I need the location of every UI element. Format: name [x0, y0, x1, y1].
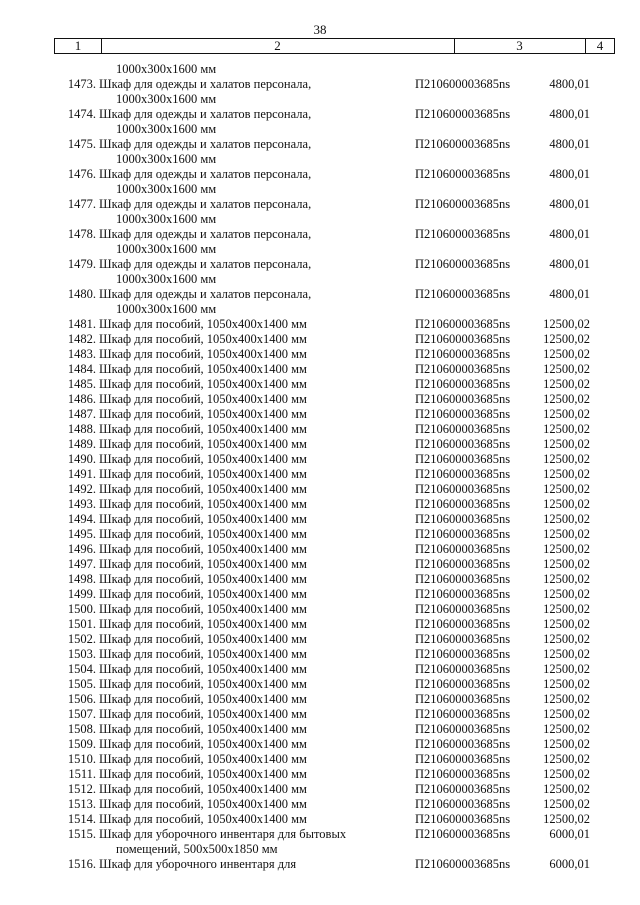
item-description: Шкаф для уборочного инвентаря для: [99, 857, 297, 871]
item-code: П210600003685ns: [415, 257, 511, 271]
item-price: 12500,02: [543, 557, 590, 571]
item-description: Шкаф для одежды и халатов персонала,: [99, 197, 312, 211]
table-row: [0, 497, 640, 512]
table-row: [0, 197, 640, 212]
table-row-continuation: [0, 302, 640, 317]
table-row: [0, 332, 640, 347]
table-row: [0, 257, 640, 272]
item-code: П210600003685ns: [415, 167, 511, 181]
item-code: П210600003685ns: [415, 377, 511, 391]
item-code: П210600003685ns: [415, 437, 511, 451]
item-code: П210600003685ns: [415, 197, 511, 211]
table-row: [0, 137, 640, 152]
item-number: 1503.: [67, 647, 96, 661]
item-price: 4800,01: [549, 107, 590, 121]
table-row: [0, 377, 640, 392]
item-description: Шкаф для пособий, 1050x400x1400 мм: [99, 392, 307, 406]
item-description-continued: 1000x300x1600 мм: [116, 302, 217, 316]
item-description: Шкаф для пособий, 1050x400x1400 мм: [99, 812, 307, 826]
item-number: 1496.: [67, 542, 96, 556]
item-number: 1506.: [67, 692, 96, 706]
item-number: 1477.: [67, 197, 96, 211]
item-price: 12500,02: [543, 677, 590, 691]
item-price: 12500,02: [543, 812, 590, 826]
item-price: 12500,02: [543, 782, 590, 796]
item-description: Шкаф для пособий, 1050x400x1400 мм: [99, 497, 307, 511]
item-description: Шкаф для пособий, 1050x400x1400 мм: [99, 452, 307, 466]
table-row: [0, 347, 640, 362]
item-description: Шкаф для одежды и халатов персонала,: [99, 77, 312, 91]
item-code: П210600003685ns: [415, 362, 511, 376]
item-description: Шкаф для пособий, 1050x400x1400 мм: [99, 557, 307, 571]
item-number: 1493.: [67, 497, 96, 511]
continuation-line: [0, 62, 640, 77]
table-row: [0, 632, 640, 647]
item-number: 1480.: [67, 287, 96, 301]
table-row: [0, 227, 640, 242]
item-number: 1473.: [67, 77, 96, 91]
table-row-continuation: [0, 122, 640, 137]
item-price: 12500,02: [543, 482, 590, 496]
table-row-continuation: [0, 212, 640, 227]
item-code: П210600003685ns: [415, 227, 511, 241]
item-number: 1479.: [67, 257, 96, 271]
item-description: Шкаф для пособий, 1050x400x1400 мм: [99, 677, 307, 691]
table-body: [0, 62, 640, 872]
item-description: Шкаф для пособий, 1050x400x1400 мм: [99, 407, 307, 421]
item-number: 1510.: [67, 752, 96, 766]
item-number: 1504.: [67, 662, 96, 676]
item-price: 12500,02: [543, 437, 590, 451]
item-number: 1483.: [67, 347, 96, 361]
item-description-continued: помещений, 500x500x1850 мм: [116, 842, 278, 856]
column-header-3: 3: [454, 39, 586, 53]
item-number: 1490.: [67, 452, 96, 466]
table-row: [0, 782, 640, 797]
item-description: Шкаф для пособий, 1050x400x1400 мм: [99, 797, 307, 811]
item-description: Шкаф для пособий, 1050x400x1400 мм: [99, 422, 307, 436]
item-code: П210600003685ns: [415, 317, 511, 331]
item-description: Шкаф для пособий, 1050x400x1400 мм: [99, 437, 307, 451]
item-number: 1488.: [67, 422, 96, 436]
table-row: [0, 707, 640, 722]
item-price: 12500,02: [543, 542, 590, 556]
item-price: 12500,02: [543, 317, 590, 331]
item-price: 4800,01: [549, 167, 590, 181]
item-description-continued: 1000x300x1600 мм: [116, 152, 217, 166]
item-price: 12500,02: [543, 602, 590, 616]
item-price: 12500,02: [543, 797, 590, 811]
item-description: Шкаф для пособий, 1050x400x1400 мм: [99, 782, 307, 796]
item-price: 12500,02: [543, 632, 590, 646]
table-row: [0, 827, 640, 842]
item-description-continued: 1000x300x1600 мм: [116, 92, 217, 106]
item-code: П210600003685ns: [415, 497, 511, 511]
item-price: 12500,02: [543, 737, 590, 751]
item-price: 12500,02: [543, 707, 590, 721]
item-description: Шкаф для пособий, 1050x400x1400 мм: [99, 647, 307, 661]
item-price: 4800,01: [549, 137, 590, 151]
item-price: 12500,02: [543, 692, 590, 706]
item-price: 12500,02: [543, 722, 590, 736]
item-description: Шкаф для пособий, 1050x400x1400 мм: [99, 587, 307, 601]
item-number: 1489.: [67, 437, 96, 451]
table-row: [0, 422, 640, 437]
item-description: Шкаф для пособий, 1050x400x1400 мм: [99, 722, 307, 736]
table-row: [0, 542, 640, 557]
item-description: Шкаф для пособий, 1050x400x1400 мм: [99, 527, 307, 541]
item-code: П210600003685ns: [415, 392, 511, 406]
item-code: П210600003685ns: [415, 557, 511, 571]
item-code: П210600003685ns: [415, 407, 511, 421]
item-description: Шкаф для пособий, 1050x400x1400 мм: [99, 317, 307, 331]
item-code: П210600003685ns: [415, 422, 511, 436]
item-number: 1487.: [67, 407, 96, 421]
item-number: 1498.: [67, 572, 96, 586]
item-price: 4800,01: [549, 257, 590, 271]
table-row: [0, 482, 640, 497]
item-number: 1515.: [67, 827, 96, 841]
item-number: 1499.: [67, 587, 96, 601]
item-price: 4800,01: [549, 77, 590, 91]
item-price: 12500,02: [543, 752, 590, 766]
item-number: 1484.: [67, 362, 96, 376]
item-description: Шкаф для пособий, 1050x400x1400 мм: [99, 572, 307, 586]
table-row: [0, 677, 640, 692]
item-number: 1505.: [67, 677, 96, 691]
item-code: П210600003685ns: [415, 137, 511, 151]
item-description: Шкаф для пособий, 1050x400x1400 мм: [99, 467, 307, 481]
item-code: П210600003685ns: [415, 662, 511, 676]
item-number: 1500.: [67, 602, 96, 616]
table-row-continuation: [0, 92, 640, 107]
item-price: 12500,02: [543, 617, 590, 631]
item-code: П210600003685ns: [415, 542, 511, 556]
item-number: 1481.: [67, 317, 96, 331]
table-row: [0, 392, 640, 407]
table-row: [0, 527, 640, 542]
item-price: 12500,02: [543, 422, 590, 436]
item-description: Шкаф для пособий, 1050x400x1400 мм: [99, 692, 307, 706]
item-description: Шкаф для пособий, 1050x400x1400 мм: [99, 482, 307, 496]
table-row-continuation: [0, 182, 640, 197]
item-number: 1478.: [67, 227, 96, 241]
item-description: Шкаф для пособий, 1050x400x1400 мм: [99, 602, 307, 616]
item-number: 1494.: [67, 512, 96, 526]
item-description: Шкаф для одежды и халатов персонала,: [99, 167, 312, 181]
item-code: П210600003685ns: [415, 617, 511, 631]
item-code: П210600003685ns: [415, 527, 511, 541]
item-description-continued: 1000x300x1600 мм: [116, 272, 217, 286]
item-number: 1495.: [67, 527, 96, 541]
table-row: [0, 437, 640, 452]
item-number: 1508.: [67, 722, 96, 736]
item-code: П210600003685ns: [415, 827, 511, 841]
item-price: 12500,02: [543, 767, 590, 781]
table-row-continuation: [0, 272, 640, 287]
table-row-continuation: [0, 842, 640, 857]
item-price: 12500,02: [543, 527, 590, 541]
item-number: 1516.: [67, 857, 96, 871]
table-row: [0, 362, 640, 377]
item-description: Шкаф для пособий, 1050x400x1400 мм: [99, 347, 307, 361]
table-row: [0, 662, 640, 677]
item-code: П210600003685ns: [415, 692, 511, 706]
item-code: П210600003685ns: [415, 467, 511, 481]
item-code: П210600003685ns: [415, 857, 511, 871]
item-code: П210600003685ns: [415, 647, 511, 661]
item-code: П210600003685ns: [415, 482, 511, 496]
item-code: П210600003685ns: [415, 287, 511, 301]
item-code: П210600003685ns: [415, 752, 511, 766]
item-price: 4800,01: [549, 287, 590, 301]
item-code: П210600003685ns: [415, 452, 511, 466]
table-row: [0, 467, 640, 482]
item-code: П210600003685ns: [415, 347, 511, 361]
item-description: Шкаф для одежды и халатов персонала,: [99, 287, 312, 301]
item-price: 12500,02: [543, 452, 590, 466]
item-code: П210600003685ns: [415, 107, 511, 121]
table-row: [0, 407, 640, 422]
table-row: [0, 77, 640, 92]
item-description: Шкаф для пособий, 1050x400x1400 мм: [99, 737, 307, 751]
item-number: 1497.: [67, 557, 96, 571]
item-number: 1485.: [67, 377, 96, 391]
table-row: [0, 647, 640, 662]
item-price: 4800,01: [549, 227, 590, 241]
item-number: 1474.: [67, 107, 96, 121]
table-row-continuation: [0, 242, 640, 257]
item-price: 12500,02: [543, 347, 590, 361]
table-row: [0, 812, 640, 827]
item-price: 12500,02: [543, 647, 590, 661]
item-description-continued: 1000x300x1600 мм: [116, 122, 217, 136]
table-row: [0, 752, 640, 767]
item-code: П210600003685ns: [415, 77, 511, 91]
table-row: [0, 452, 640, 467]
item-number: 1507.: [67, 707, 96, 721]
item-description: Шкаф для пособий, 1050x400x1400 мм: [99, 512, 307, 526]
item-number: 1502.: [67, 632, 96, 646]
item-number: 1511.: [68, 767, 96, 781]
item-price: 12500,02: [543, 362, 590, 376]
item-description: Шкаф для одежды и халатов персонала,: [99, 107, 312, 121]
item-code: П210600003685ns: [415, 767, 511, 781]
item-code: П210600003685ns: [415, 737, 511, 751]
item-description: Шкаф для пособий, 1050x400x1400 мм: [99, 362, 307, 376]
item-code: П210600003685ns: [415, 782, 511, 796]
table-row: [0, 557, 640, 572]
item-code: П210600003685ns: [415, 587, 511, 601]
item-number: 1513.: [67, 797, 96, 811]
item-price: 12500,02: [543, 497, 590, 511]
table-row: [0, 722, 640, 737]
page-number: 38: [313, 22, 327, 37]
item-number: 1486.: [67, 392, 96, 406]
column-header-4: 4: [596, 38, 604, 53]
item-code: П210600003685ns: [415, 722, 511, 736]
item-price: 12500,02: [543, 662, 590, 676]
item-description-continued: 1000x300x1600 мм: [116, 242, 217, 256]
item-price: 12500,02: [543, 392, 590, 406]
item-description-continued: 1000x300x1600 мм: [116, 182, 217, 196]
item-number: 1476.: [67, 167, 96, 181]
item-price: 12500,02: [543, 512, 590, 526]
item-code: П210600003685ns: [415, 332, 511, 346]
item-code: П210600003685ns: [415, 812, 511, 826]
item-price: 6000,01: [549, 857, 590, 871]
table-row: [0, 587, 640, 602]
column-header-2: 2: [101, 39, 455, 53]
table-row: [0, 512, 640, 527]
item-price: 4800,01: [549, 197, 590, 211]
item-description: Шкаф для пособий, 1050x400x1400 мм: [99, 752, 307, 766]
item-code: П210600003685ns: [415, 572, 511, 586]
item-price: 12500,02: [543, 377, 590, 391]
item-price: 12500,02: [543, 332, 590, 346]
item-description-continued: 1000x300x1600 мм: [116, 62, 217, 76]
item-number: 1512.: [67, 782, 96, 796]
item-number: 1501.: [67, 617, 96, 631]
item-description: Шкаф для пособий, 1050x400x1400 мм: [99, 707, 307, 721]
item-description: Шкаф для пособий, 1050x400x1400 мм: [99, 332, 307, 346]
table-row: [0, 692, 640, 707]
table-row: [0, 572, 640, 587]
item-description: Шкаф для пособий, 1050x400x1400 мм: [99, 632, 307, 646]
column-header-1: 1: [55, 39, 102, 53]
item-code: П210600003685ns: [415, 602, 511, 616]
item-price: 12500,02: [543, 587, 590, 601]
item-number: 1475.: [67, 137, 96, 151]
table-row: [0, 737, 640, 752]
item-description: Шкаф для пособий, 1050x400x1400 мм: [99, 662, 307, 676]
item-description-continued: 1000x300x1600 мм: [116, 212, 217, 226]
table-row: [0, 857, 640, 872]
item-price: 6000,01: [549, 827, 590, 841]
item-code: П210600003685ns: [415, 512, 511, 526]
item-price: 12500,02: [543, 572, 590, 586]
item-description: Шкаф для одежды и халатов персонала,: [99, 137, 312, 151]
table-row: [0, 287, 640, 302]
item-code: П210600003685ns: [415, 632, 511, 646]
item-description: Шкаф для одежды и халатов персонала,: [99, 257, 312, 271]
item-code: П210600003685ns: [415, 677, 511, 691]
table-row: [0, 167, 640, 182]
table-row: [0, 107, 640, 122]
item-description: Шкаф для пособий, 1050x400x1400 мм: [99, 767, 307, 781]
table-header: [54, 38, 615, 54]
item-description: Шкаф для уборочного инвентаря для бытовых: [99, 827, 347, 841]
item-number: 1492.: [67, 482, 96, 496]
item-description: Шкаф для пособий, 1050x400x1400 мм: [99, 542, 307, 556]
item-number: 1509.: [67, 737, 96, 751]
item-number: 1491.: [67, 467, 96, 481]
item-code: П210600003685ns: [415, 797, 511, 811]
table-row: [0, 767, 640, 782]
item-number: 1482.: [67, 332, 96, 346]
table-row: [0, 317, 640, 332]
item-description: Шкаф для пособий, 1050x400x1400 мм: [99, 377, 307, 391]
table-row: [0, 617, 640, 632]
table-row: [0, 797, 640, 812]
item-code: П210600003685ns: [415, 707, 511, 721]
table-row-continuation: [0, 152, 640, 167]
item-description: Шкаф для одежды и халатов персонала,: [99, 227, 312, 241]
item-price: 12500,02: [543, 407, 590, 421]
item-number: 1514.: [67, 812, 96, 826]
table-row: [0, 602, 640, 617]
item-description: Шкаф для пособий, 1050x400x1400 мм: [99, 617, 307, 631]
item-price: 12500,02: [543, 467, 590, 481]
